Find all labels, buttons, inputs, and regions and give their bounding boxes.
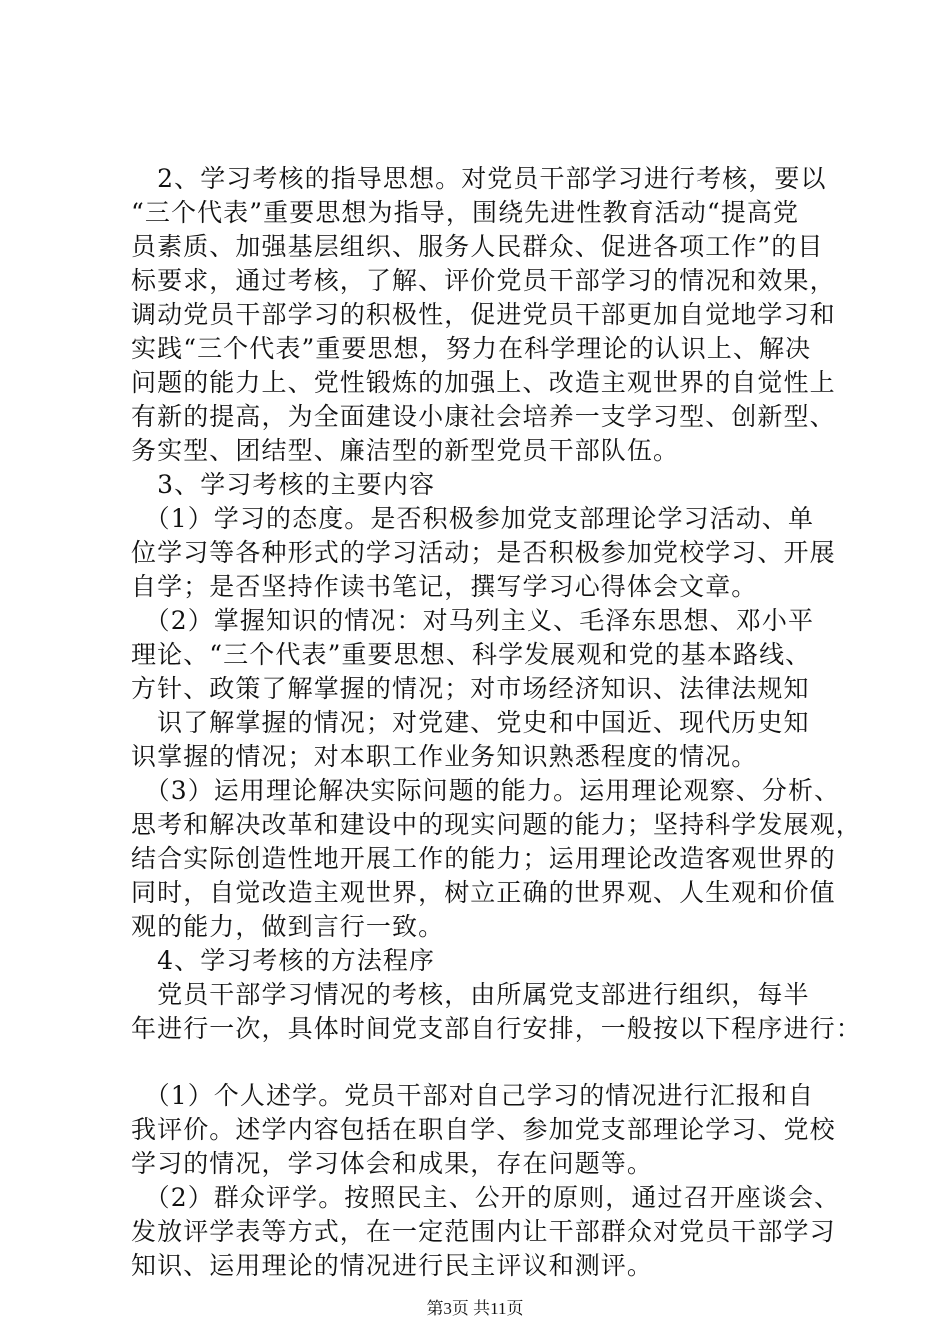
text-line: 学习的情况，学习体会和成果，存在问题等。 xyxy=(131,1149,654,1178)
text-line: （2）掌握知识的情况：对马列主义、毛泽东思想、邓小平 xyxy=(131,606,815,635)
section-heading: 4、学习考核的方法程序 xyxy=(131,946,436,975)
text-line: （2）群众评学。按照民主、公开的原则，通过召开座谈会、 xyxy=(131,1183,841,1212)
text-line: 理论、“三个代表”重要思想、科学发展观和党的基本路线、 xyxy=(131,640,812,669)
text-line: 思考和解决改革和建设中的现实问题的能力；坚持科学发展观， xyxy=(131,810,862,839)
text-line: 识掌握的情况；对本职工作业务知识熟悉程度的情况。 xyxy=(131,742,758,771)
text-line: 2、学习考核的指导思想。对党员干部学习进行考核，要以 xyxy=(131,164,827,193)
text-line: “三个代表”重要思想为指导，围绕先进性教育活动“提高党 xyxy=(131,198,800,227)
text-line: 实践“三个代表”重要思想，努力在科学理论的认识上、解决 xyxy=(131,334,812,363)
text-line: 党员干部学习情况的考核，由所属党支部进行组织，每半 xyxy=(131,980,810,1009)
text-line: 自学；是否坚持作读书笔记，撰写学习心得体会文章。 xyxy=(131,572,758,601)
text-line: 位学习等各种形式的学习活动；是否积极参加党校学习、开展 xyxy=(131,538,836,567)
text-line: 识了解掌握的情况；对党建、党史和中国近、现代历史知 xyxy=(131,708,810,737)
text-line: 知识、运用理论的情况进行民主评议和测评。 xyxy=(131,1251,654,1280)
text-line: 调动党员干部学习的积极性，促进党员干部更加自觉地学习和 xyxy=(131,300,836,329)
text-line: 员素质、加强基层组织、服务人民群众、促进各项工作”的目 xyxy=(131,232,824,261)
text-line: 有新的提高，为全面建设小康社会培养一支学习型、创新型、 xyxy=(131,402,836,431)
text-line: 发放评学表等方式，在一定范围内让干部群众对党员干部学习 xyxy=(131,1217,836,1246)
text-line: 标要求，通过考核，了解、评价党员干部学习的情况和效果， xyxy=(131,266,836,295)
section-heading: 3、学习考核的主要内容 xyxy=(131,470,436,499)
text-line: （3）运用理论解决实际问题的能力。运用理论观察、分析、 xyxy=(131,776,841,805)
text-line: 同时，自觉改造主观世界，树立正确的世界观、人生观和价值 xyxy=(131,878,836,907)
text-line: 观的能力，做到言行一致。 xyxy=(131,912,445,941)
text-line: 问题的能力上、党性锻炼的加强上、改造主观世界的自觉性上 xyxy=(131,368,836,397)
text-line: 务实型、团结型、廉洁型的新型党员干部队伍。 xyxy=(131,436,680,465)
text-line: 年进行一次，具体时间党支部自行安排，一般按以下程序进行： xyxy=(131,1014,862,1043)
text-line: （1）个人述学。党员干部对自己学习的情况进行汇报和自 xyxy=(131,1081,815,1110)
text-line: （1）学习的态度。是否积极参加党支部理论学习活动、单 xyxy=(131,504,815,533)
text-line: 我评价。述学内容包括在职自学、参加党支部理论学习、党校 xyxy=(131,1115,836,1144)
page-number: 第3页 共11页 xyxy=(426,1299,524,1318)
text-line: 结合实际创造性地开展工作的能力；运用理论改造客观世界的 xyxy=(131,844,836,873)
text-line: 方针、政策了解掌握的情况；对市场经济知识、法律法规知 xyxy=(131,674,810,703)
